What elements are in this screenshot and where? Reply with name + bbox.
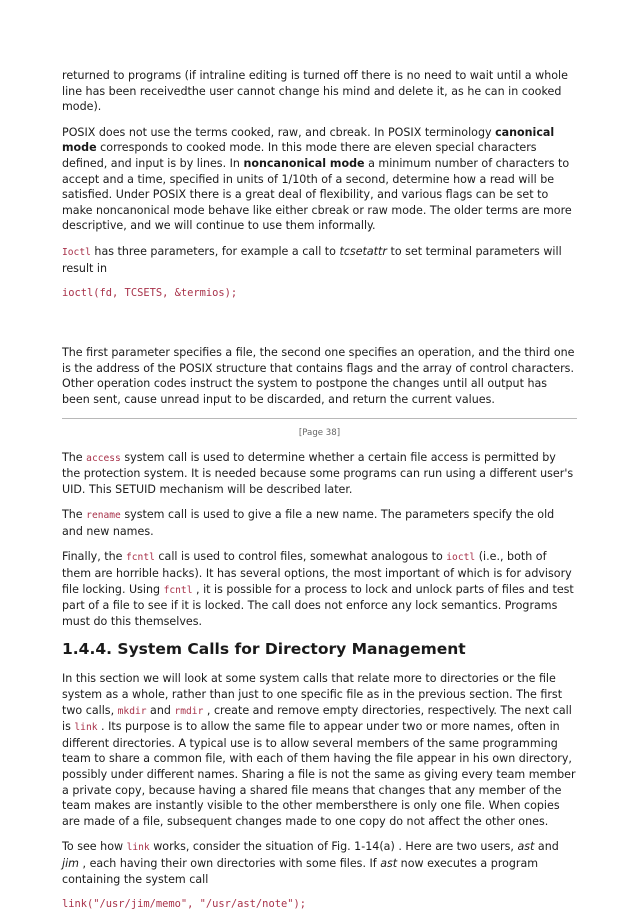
text-run: POSIX does not use the terms cooked, raw, and cbreak. In POSIX terminology <box>62 125 496 139</box>
paragraph-rename <box>62 507 577 539</box>
text-run: (i.e., both of them are horrible hacks). It has several options, the most important of which is for advisory file locking. Using <box>62 550 572 596</box>
text-run: system call is used to give a file a new name. The parameters specify the old and new names. <box>62 508 555 538</box>
inline-code-ioctl: ioctl <box>446 552 476 564</box>
paragraph-link-example <box>62 839 577 887</box>
page-marker: [Page 38] <box>298 427 341 438</box>
text-run: call is used to control files, somewhat analogous to <box>154 550 447 564</box>
text-run: corresponds to cooked mode. In this mode there are eleven special characters defined, and input is by lines. In <box>62 141 537 170</box>
inline-code-mkdir: mkdir <box>117 705 147 717</box>
text-run: and <box>534 840 559 854</box>
inline-code-fcntl: fcntl <box>163 584 193 596</box>
text-run: has three parameters, for example a call to <box>90 244 340 258</box>
document-page <box>62 68 577 912</box>
text-run: works, consider the situation of Fig. 1-14(a) . Here are two users, <box>149 840 518 854</box>
emphasis-ast: ast <box>517 840 535 854</box>
text-run: The <box>62 450 87 464</box>
paragraph-fcntl <box>62 549 577 629</box>
text-run: to set terminal parameters will result in <box>62 244 562 275</box>
text-run: , it is possible for a process to lock and unlock parts of files and test part of a file to see if it is locked. The call does not enforce any lock semantics. Programs must do this themselves. <box>62 582 574 628</box>
text-run: and <box>146 703 175 717</box>
paragraph-posix-terminology <box>62 125 577 234</box>
emphasis-tcsetattr: tcsetattr <box>339 244 387 258</box>
page-divider <box>62 418 577 419</box>
emphasis-ast: ast <box>380 856 398 870</box>
inline-code-ioctl: Ioctl <box>62 246 91 258</box>
code-block-link: link("/usr/jim/memo", "/usr/ast/note"); <box>62 898 306 911</box>
text-run: The <box>62 508 87 522</box>
term-noncanonical-mode: noncanonical mode <box>243 156 365 170</box>
section-heading: 1.4.4. System Calls for Directory Management <box>62 640 466 659</box>
code-block-ioctl: ioctl(fd, TCSETS, &termios); <box>62 287 238 300</box>
text-run: system call is used to determine whether a certain file access is permitted by the protection system. It is needed because some programs can run using a different user's UID. This SETUID mechanism will be described later. <box>62 450 574 496</box>
emphasis-jim: jim <box>62 856 79 870</box>
paragraph-ioctl <box>62 244 577 276</box>
paragraph-directory-calls <box>62 671 577 829</box>
paragraph-access <box>62 450 577 498</box>
inline-code-access: access <box>86 452 121 464</box>
text-run: a minimum number of characters to accept and a time, specified in units of 1/10th of a second, determine how a read will be satisfied. Under POSIX there is a great deal of flexibility, and various flags can be set to make noncanonical mode behave like either cbreak or raw mode. The older terms are more descriptive, and we will continue to use them informally. <box>62 156 572 233</box>
inline-code-rename: rename <box>86 510 121 522</box>
inline-code-link: link <box>126 842 150 854</box>
text-run: , create and remove empty directories, respectively. The next call is <box>62 703 572 734</box>
text-run: . Its purpose is to allow the same file to appear under two or more names, often in different directories. A typical use is to allow several members of the same programming team to share a common file, with each of them having the file appear in his own directory, possibly under different names. Sharing a file is not the same as giving every team member a private copy, because having a shared file means that changes that any member of the team makes are instantly visible to the other membersthere is only one file. When copies are made of a file, subsequent changes made to one copy do not affect the other ones. <box>62 720 576 828</box>
inline-code-fcntl: fcntl <box>126 552 155 564</box>
inline-code-link: link <box>74 722 98 734</box>
inline-code-rmdir: rmdir <box>174 705 204 717</box>
text-run: , each having their own directories with some files. If <box>78 856 381 870</box>
paragraph-ioctl-parameters: The first parameter specifies a file, the second one specifies an operation, and the third one is the address of the POSIX structure that contains flags and the array of control characters. Other operation codes instruct the system to postpone the changes until all output has been sent, cause unread input to be discarded, and return the current values. <box>62 346 575 406</box>
text-run: To see how <box>62 840 127 854</box>
term-canonical-mode: canonical mode <box>62 125 555 155</box>
text-run: now executes a program containing the system call <box>62 856 539 886</box>
text-run: Finally, the <box>62 550 126 564</box>
text-run: In this section we will look at some system calls that relate more to directories or the file system as a whole, rather than just to one specific file as in the previous section. The first two calls, <box>62 672 563 717</box>
paragraph-cooked-mode-end: returned to programs (if intraline editing is turned off there is no need to wait until a whole line has been receivedthe user cannot change his mind and delete it, as he can in cooked mode). <box>62 69 568 114</box>
